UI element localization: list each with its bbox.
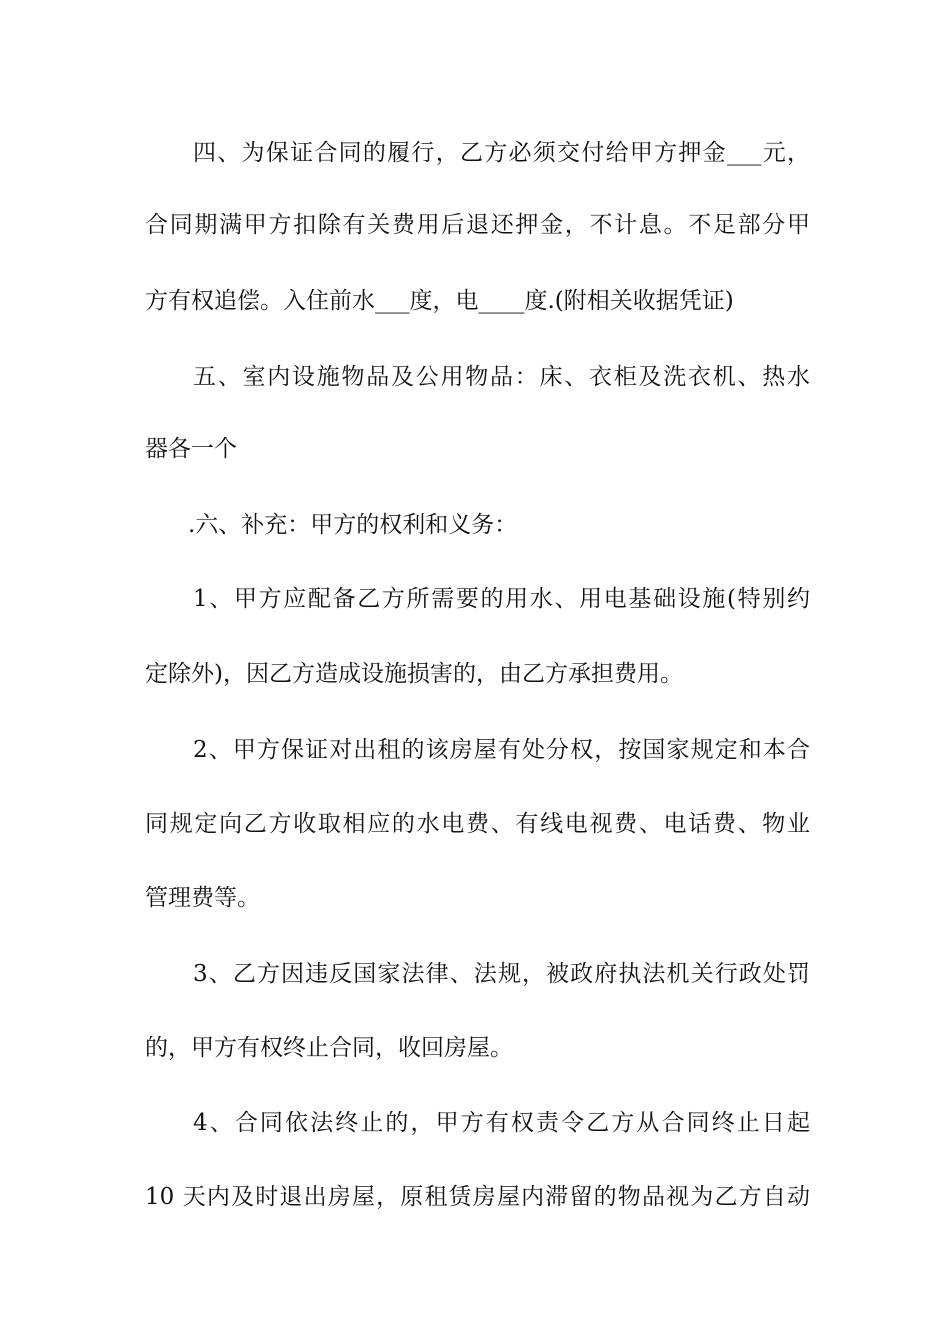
text-line-10: 同规定向乙方收取相应的水电费、有线电视费、电话费、物业	[145, 811, 810, 837]
text-line-1: 四、为保证合同的履行，乙方必须交付给甲方押金___元，	[193, 140, 810, 166]
text-line-7: 1、甲方应配备乙方所需要的用水、用电基础设施(特别约	[193, 586, 810, 612]
text-line-3: 方有权追偿。入住前水___度，电____度.(附相关收据凭证)	[145, 288, 734, 314]
text-line-14: 4、合同依法终止的，甲方有权责令乙方从合同终止日起	[193, 1110, 810, 1136]
text-line-13: 的，甲方有权终止合同，收回房屋。	[145, 1035, 513, 1061]
text-line-12: 3、乙方因违反国家法律、法规，被政府执法机关行政处罚	[193, 961, 810, 987]
text-line-5: 器各一个	[145, 436, 237, 462]
text-line-2: 合同期满甲方扣除有关费用后退还押金，不计息。不足部分甲	[145, 212, 810, 238]
text-line-11: 管理费等。	[145, 885, 260, 911]
text-line-4: 五、室内设施物品及公用物品：床、衣柜及洗衣机、热水	[193, 364, 810, 390]
text-line-9: 2、甲方保证对出租的该房屋有处分权，按国家规定和本合	[193, 737, 810, 763]
text-line-8: 定除外)，因乙方造成设施损害的，由乙方承担费用。	[145, 661, 683, 687]
text-line-6: .六、补充：甲方的权利和义务：	[188, 512, 518, 538]
text-line-15: 10 天内及时退出房屋，原租赁房屋内滞留的物品视为乙方自动	[145, 1184, 810, 1210]
